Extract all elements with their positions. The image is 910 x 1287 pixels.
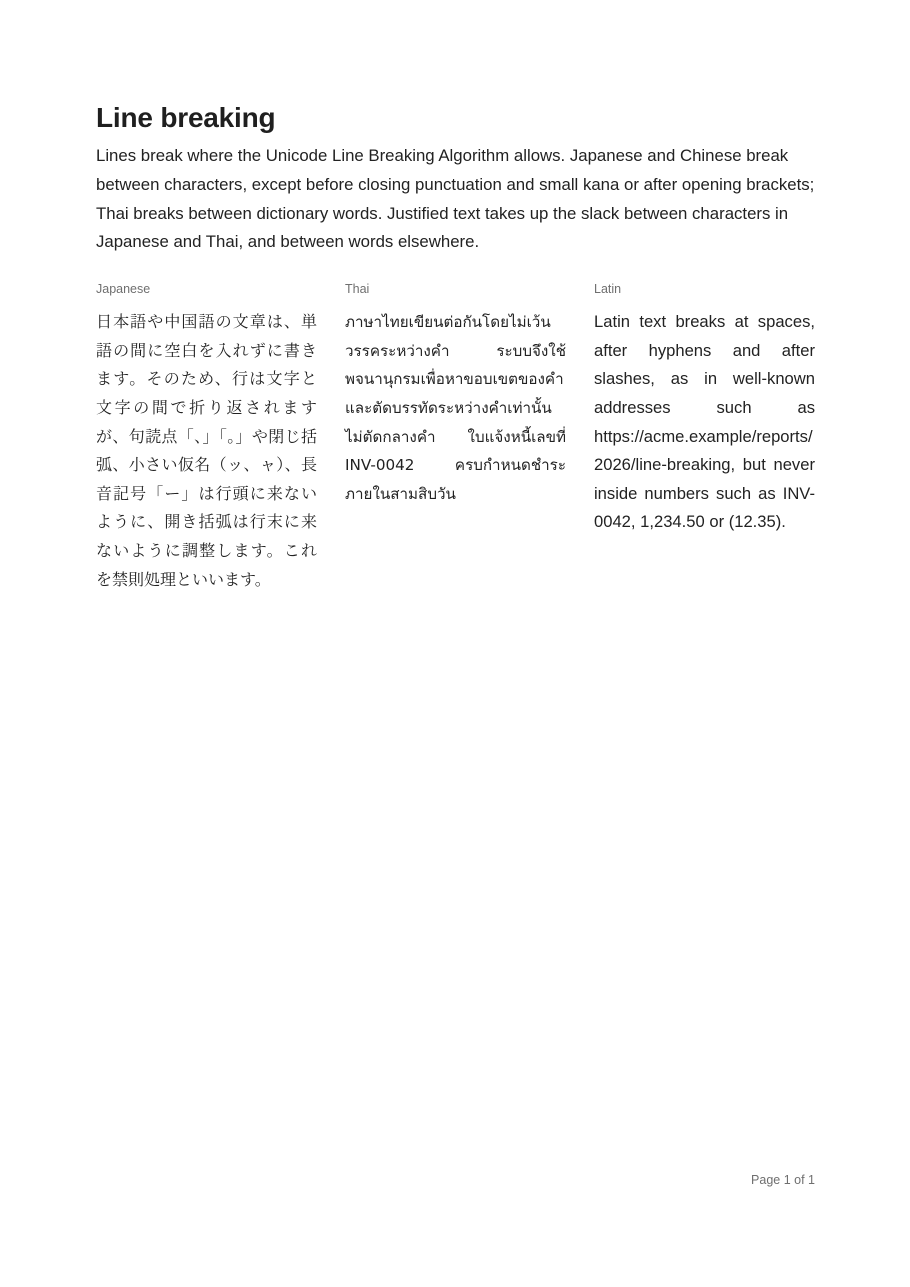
page-title: Line breaking — [96, 102, 276, 133]
intro-paragraph: Lines break where the Unicode Line Breaking Algorithm allows. Japanese and Chinese break between characters, except before closing punctuation and small kana or after opening brackets; Thai breaks between dictionary words. Justified text takes up the slack between characters in Japanese and Thai, and between words elsewhere. — [96, 146, 815, 252]
column-label-thai: Thai — [345, 282, 370, 297]
column-thai — [345, 281, 566, 594]
document-page — [96, 100, 815, 594]
column-text-thai: ภาษาไทยเขียนต่อกันโดยไม่เว้นวรรคระหว่างคำ ระบบจึงใช้พจนานุกรมเพื่อหาขอบเขตของคำและตัดบรรทัดระหว่างคำเท่านั้น ไม่ตัดกลางคำ ใบแจ้งหนี้เลขที่ INV-0042 ครบกำหนดชำระภายในสามสิบวัน — [345, 313, 566, 503]
column-japanese — [96, 281, 317, 594]
sample-columns — [96, 281, 815, 594]
page-number: Page 1 of 1 — [751, 1173, 815, 1187]
column-text-latin: Latin text breaks at spaces, after hyphens and after slashes, as in well-known addresses such as https://acme.example/reports/2026/line-breaking, but never inside numbers such as INV-0042, 1,234.50 or (12.35). — [594, 312, 815, 532]
column-text-japanese: 日本語や中国語の文章は、単語の間に空白を入れずに書きます。そのため、行は文字と文字の間で折り返されますが、句読点「、」「。」や閉じ括弧、小さい仮名（ッ、ャ）、長音記号「ー」は行頭に来ないように、開き括弧は行末に来ないように調整します。これを禁則処理といいます。 — [96, 312, 317, 589]
column-label-japanese: Japanese — [96, 282, 151, 297]
column-label-latin: Latin — [594, 282, 622, 297]
column-latin — [594, 281, 815, 594]
